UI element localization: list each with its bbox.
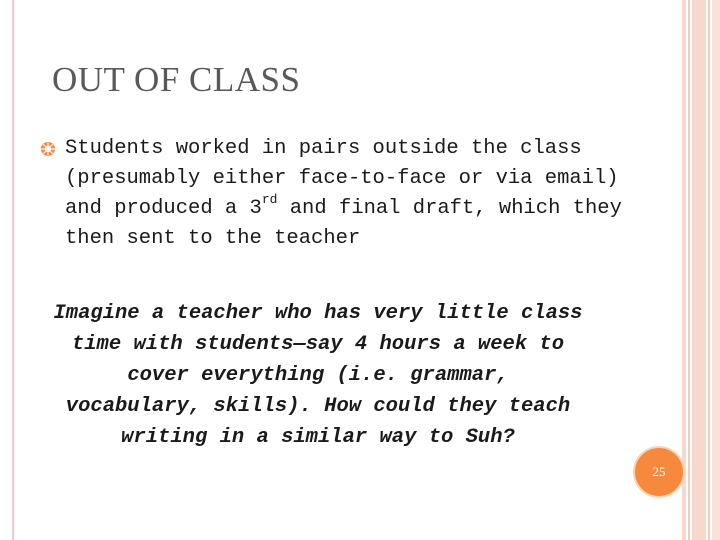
page-number-badge: 25 [635,448,683,496]
bullet-line-part: and produced a 3 [65,197,262,220]
bullet-text [65,134,640,254]
question-line: time with students—say 4 hours a week to [71,333,565,356]
stripe [688,0,690,540]
ordinal-superscript: rd [261,192,278,208]
bullet-item [40,134,640,254]
bullet-line: then sent to the teacher [65,227,361,250]
bullet-line-part: and final draft, which they [277,197,622,220]
sun-wheel-bullet-icon [40,141,56,157]
stripe [708,0,710,540]
question-line: cover everything (i.e. grammar, [127,364,509,387]
slide-title: OUT OF CLASS [52,60,301,99]
left-border-line [12,0,14,540]
bullet-line: Students worked in pairs outside the class [65,137,582,160]
bullet-line: (presumably either face-to-face or via email) [65,167,619,190]
question-line: Imagine a teacher who has very little class [53,302,583,325]
right-decorative-stripes [682,0,720,540]
question-line: vocabulary, skills). How could they teach [65,395,571,418]
stripe [712,0,720,540]
stripe [682,0,686,540]
discussion-question [8,298,628,453]
stripe [692,0,706,540]
bullet-line [65,194,640,224]
question-line: writing in a similar way to Suh? [121,426,515,449]
